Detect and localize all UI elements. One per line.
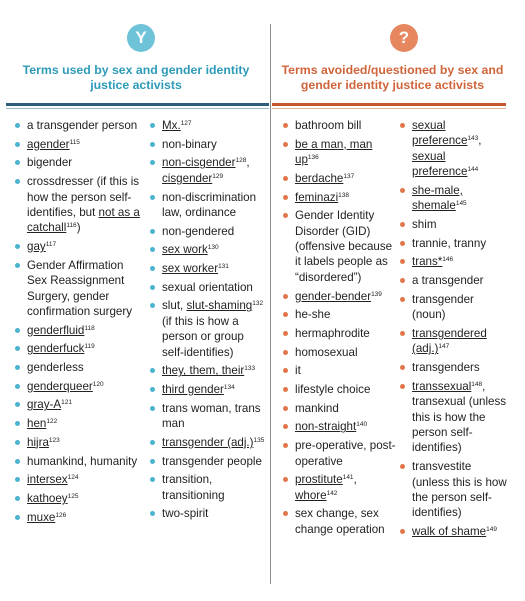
term-text: sex change, sex change operation [295, 507, 385, 536]
footnote-ref: 136 [307, 154, 319, 162]
term-item [282, 401, 396, 416]
avoided-terms-column-1 [282, 118, 396, 541]
term-item: sexual preference$^{143}$, sexual preference$^{144}$ [399, 118, 509, 180]
right-heading-line1: Terms avoided/questioned by sex and [281, 63, 504, 77]
term-item [399, 273, 509, 288]
term-text: non-binary [162, 137, 217, 151]
term-item [149, 401, 267, 432]
left-header-rule [6, 103, 269, 106]
term-text: walk of shame [412, 525, 487, 539]
term-item [399, 326, 509, 357]
term-text: humankind, humanity [27, 454, 138, 468]
footnote-ref: 140 [356, 421, 368, 429]
term-item [282, 419, 396, 434]
term-item [149, 454, 267, 469]
footnote-ref: 124 [67, 474, 79, 482]
term-text: hijra [27, 435, 49, 449]
footnote-ref: 138 [338, 191, 350, 199]
term-item [14, 239, 140, 254]
term-item [14, 397, 140, 412]
term-tail: transexual (unless this is how the person self-identifies) [412, 395, 507, 455]
term-item [14, 454, 140, 469]
term-text: a transgender person [27, 119, 138, 132]
term-item [399, 459, 509, 521]
term-item: prostitute$^{141}$, whore$^{142}$ [282, 472, 396, 503]
term-item [399, 292, 509, 323]
term-text: transsexual [412, 379, 472, 393]
term-item [282, 506, 396, 537]
term-underlined: slut-shaming [186, 299, 253, 313]
footnote-ref: 121 [61, 399, 73, 407]
term-text: transgendered (adj.) [412, 326, 487, 356]
footnote-ref: 119 [84, 343, 95, 351]
term-text: gender-bender [295, 289, 372, 303]
footnote-ref: 132 [252, 300, 264, 308]
term-text: prostitute [295, 473, 343, 487]
right-header-rule [272, 103, 506, 106]
badge-y-icon: Y [127, 24, 155, 52]
term-item [149, 298, 267, 360]
term-tail: ) [76, 221, 81, 235]
term-text: homosexual [295, 345, 358, 359]
term-text: muxe [27, 510, 56, 524]
term-text: gray-A [27, 398, 62, 412]
footnote-ref: 145 [455, 200, 467, 208]
term-text: genderfluid [27, 323, 85, 337]
term-text: intersex [27, 473, 68, 487]
center-divider [270, 24, 271, 584]
term-text: trans* [412, 255, 443, 269]
term-text: non-cisgender [162, 156, 236, 170]
footnote-ref: 127 [180, 120, 192, 127]
term-text: genderqueer [27, 379, 93, 393]
term-text: shim [412, 218, 437, 232]
term-text: Gender Identity Disorder (GID) (offensive because it labels people as “disordered”) [295, 209, 393, 284]
right-column-heading [275, 63, 510, 93]
left-heading-line1: Terms used by sex and gender identity [22, 63, 250, 77]
term-text: trannie, tranny [412, 236, 487, 250]
term-item [14, 118, 140, 133]
footnote-ref: 131 [218, 263, 229, 271]
term-item [282, 345, 396, 360]
term-text: transgender (noun) [412, 292, 474, 322]
term-text: sexual preference [412, 119, 468, 148]
left-header-thin-rule [6, 108, 269, 109]
term-item [149, 137, 267, 152]
footnote-ref: 120 [92, 380, 104, 388]
term-item [282, 307, 396, 322]
term-item [282, 137, 396, 168]
term-text: non-gendered [162, 224, 235, 238]
footnote-ref: 116 [66, 222, 77, 230]
footnote-ref: 128 [235, 157, 247, 165]
term-text: berdache [295, 171, 344, 185]
footnote-ref: 148 [471, 380, 483, 388]
footnote-ref: 133 [244, 365, 256, 373]
term-item [282, 438, 396, 469]
term-item [282, 208, 396, 285]
term-item [14, 435, 140, 450]
term-text: sexual preference [412, 149, 468, 179]
term-text: slut, [162, 299, 187, 313]
footnote-ref: 142 [326, 489, 338, 497]
term-text: trans woman, trans man [162, 401, 261, 431]
term-text: genderless [27, 361, 84, 375]
term-item [149, 472, 267, 503]
term-text: whore [295, 488, 327, 502]
footnote-ref: 126 [55, 511, 67, 519]
term-text: hermaphrodite [295, 326, 370, 340]
term-text: they, them, their [162, 364, 245, 378]
term-item [282, 190, 396, 205]
term-text: non-straight [295, 420, 357, 434]
footnote-ref: 129 [212, 172, 224, 180]
term-tail: (if this is how a person or group self-identifies) [162, 314, 244, 359]
term-item [14, 341, 140, 356]
term-text: bigender [27, 156, 73, 170]
term-text: transvestite (unless this is how the person self-identifies) [412, 460, 507, 520]
term-text: crossdresser (if this is how the person self-identifies, but [27, 175, 140, 219]
footnote-ref: 115 [69, 138, 80, 146]
term-text: sexual orientation [162, 280, 253, 294]
term-item [149, 261, 267, 276]
footnote-ref: 123 [48, 436, 60, 444]
footnote-ref: 117 [45, 241, 57, 249]
footnote-ref: 134 [223, 384, 235, 392]
term-text: kathoey [27, 491, 68, 505]
term-item [14, 323, 140, 338]
footnote-ref: 144 [467, 166, 479, 174]
term-item [149, 280, 267, 295]
term-item [149, 382, 267, 397]
term-item [149, 190, 267, 221]
term-text: Gender Affirmation Sex Reassignment Surgery, gender confirmation surgery [27, 258, 133, 318]
left-heading-line2: justice activists [90, 78, 182, 92]
term-item [399, 360, 509, 375]
footnote-ref: 146 [442, 256, 454, 264]
term-item [399, 236, 509, 251]
footnote-ref: 118 [84, 324, 95, 332]
term-text: genderfuck [27, 342, 85, 356]
term-text: transgenders [412, 361, 480, 375]
term-item [149, 435, 267, 450]
footnote-ref: 122 [46, 418, 58, 426]
term-text: she-male, shemale [412, 183, 463, 213]
term-item [14, 137, 140, 152]
right-header-thin-rule [272, 108, 506, 109]
term-text: bathroom bill [295, 119, 362, 132]
left-column-heading [12, 63, 260, 93]
term-underlined: not as a catchall [27, 205, 140, 235]
term-item [149, 242, 267, 257]
term-item [14, 472, 140, 487]
term-item [399, 217, 509, 232]
footnote-ref: 149 [486, 526, 497, 534]
term-text: gay [27, 240, 46, 254]
term-item [14, 360, 140, 375]
term-item [14, 510, 140, 525]
used-terms-column-1 [14, 118, 140, 528]
right-heading-line2: gender identity justice activists [300, 78, 485, 92]
term-item [282, 326, 396, 341]
term-item [149, 363, 267, 378]
footnote-ref: 130 [207, 244, 219, 252]
footnote-ref: 137 [343, 172, 355, 180]
term-text: transgender people [162, 454, 262, 468]
term-text: Mx. [162, 119, 181, 132]
avoided-terms-column-2 [399, 118, 509, 543]
term-item [14, 491, 140, 506]
term-text: non-discrimination law, ordinance [162, 190, 257, 219]
term-item [282, 171, 396, 186]
term-item [282, 289, 396, 304]
term-item [399, 254, 509, 269]
term-item [282, 118, 396, 133]
footnote-ref: 143 [467, 135, 479, 143]
term-item [282, 382, 396, 397]
term-item [14, 155, 140, 170]
term-text: be a man, man up [295, 137, 373, 167]
term-text: lifestyle choice [295, 383, 371, 397]
term-text: transgender (adj.) [162, 435, 254, 449]
term-item [14, 258, 140, 320]
term-text: hen [27, 417, 47, 431]
term-item [149, 118, 267, 133]
footnote-ref: 135 [253, 436, 265, 444]
term-item: transsexual$^{148}$, transexual (unless this is how the person self-identifies) [399, 379, 509, 456]
footnote-ref: 125 [67, 492, 79, 500]
term-item [14, 379, 140, 394]
term-text: sex worker [162, 262, 219, 276]
term-text: agender [27, 137, 70, 151]
term-item: non-cisgender$^{128}$, cisgender$^{129}$ [149, 155, 267, 186]
term-text: mankind [295, 401, 339, 415]
term-item [399, 183, 509, 214]
term-text: feminazi [295, 190, 339, 204]
term-text: sex work [162, 243, 208, 257]
term-item [399, 524, 509, 539]
term-text: transition, transitioning [162, 473, 225, 502]
term-text: a transgender [412, 274, 484, 288]
term-text: pre-operative, post-operative [295, 439, 396, 468]
term-item [149, 224, 267, 239]
footnote-ref: 139 [371, 290, 382, 298]
term-text: two-spirit [162, 507, 209, 521]
term-text: he-she [295, 308, 331, 322]
term-text: cisgender [162, 171, 213, 185]
term-item [14, 416, 140, 431]
term-item [14, 174, 140, 236]
badge-question-icon: ? [390, 24, 418, 52]
term-text: it [295, 364, 301, 378]
used-terms-column-2 [149, 118, 267, 525]
term-item [149, 506, 267, 521]
term-item [282, 363, 396, 378]
footnote-ref: 141 [342, 474, 354, 482]
term-text: third gender [162, 383, 224, 397]
footnote-ref: 147 [438, 343, 450, 351]
